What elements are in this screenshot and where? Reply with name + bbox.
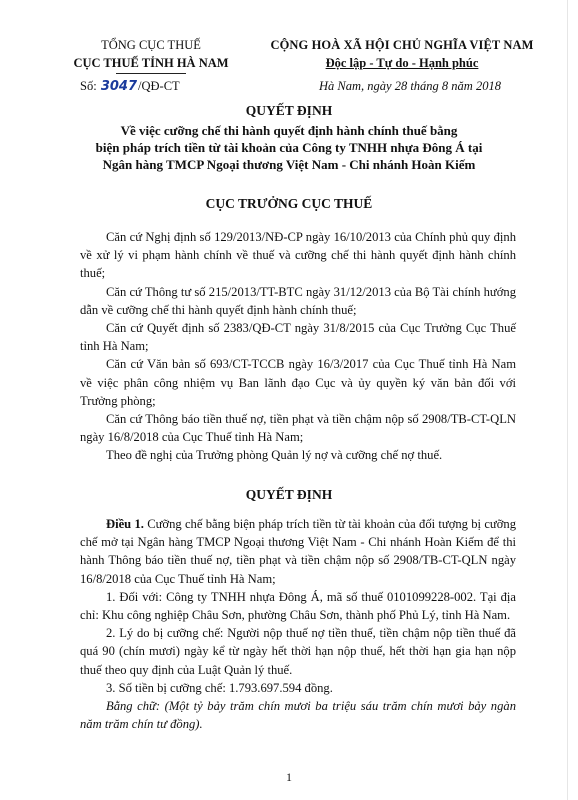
article-1 (80, 515, 516, 733)
preamble-paragraph: Căn cứ Nghị định số 129/2013/NĐ-CP ngày 16/10/2013 của Chính phủ quy định về xử lý vi phạm hành chính về thuế và cưỡng chế thi hành quyết định hành chính thuế; (80, 230, 516, 281)
preamble-paragraph: Căn cứ Quyết định số 2383/QĐ-CT ngày 31/8/2015 của Cục Trưởng Cục Thuế tỉnh Hà Nam; (80, 321, 516, 354)
subject-line-2: biện pháp trích tiền từ tài khoản của Công ty TNHH nhựa Đông Á tại (95, 140, 483, 155)
agency-name: CỤC THUẾ TỈNH HÀ NAM (73, 56, 229, 70)
document-number (66, 77, 236, 96)
decision-subject (30, 122, 548, 173)
scan-edge (567, 0, 568, 800)
issuing-agency-block (66, 36, 236, 96)
nation-title: CỘNG HOÀ XÃ HỘI CHỦ NGHĨA VIỆT NAM (270, 38, 534, 52)
article-item: 1. Đối với: Công ty TNHH nhựa Đông Á, mã số thuế 0101099228-002. Tại địa chỉ: Khu công nghiệp Châu Sơn, phường Châu Sơn, thành phố Phủ Lý, tỉnh Hà Nam. (80, 589, 516, 623)
subject-line-1: Về việc cưỡng chế thi hành quyết định hành chính thuế bằng (120, 123, 458, 138)
agency-underline (116, 73, 186, 74)
decision-title: QUYẾT ĐỊNH (245, 103, 333, 118)
article-text: Cưỡng chế bằng biện pháp trích tiền từ tài khoản của đối tượng bị cưỡng chế mở tại Ngân hàng TMCP Ngoại thương Việt Nam - Chi nhánh Hoàn Kiếm để thi hành Thông báo tiền thuế nợ, tiền phạt và tiền chậm nộp số 2908/TB-CT-QLN ngày 16/8/2018 của Cục Thuế tỉnh Hà Nam; (80, 517, 517, 586)
preamble-paragraph: Căn cứ Văn bản số 693/CT-TCCB ngày 16/3/2017 của Cục Thuế tỉnh Hà Nam về việc phân công nhiệm vụ Ban lãnh đạo Cục và ủy quyền ký văn bản đối với Trưởng phòng; (80, 357, 516, 408)
article-item: 2. Lý do bị cưỡng chế: Người nộp thuế nợ tiền thuế, tiền chậm nộp tiền thuế đã quá 90 (chín mươi) ngày kể từ ngày hết thời hạn nộp thuế, hết thời hạn gia hạn nộp thuế theo quy định của Luật Quản lý thuế. (80, 626, 516, 677)
place-date: Hà Nam, ngày 28 tháng 8 năm 2018 (319, 79, 501, 93)
preamble-paragraph: Căn cứ Thông báo tiền thuế nợ, tiền phạt và tiền chậm nộp số 2908/TB-CT-QLN ngày 16/8/2018 của Cục Thuế tỉnh Hà Nam; (80, 412, 516, 445)
subject-line-3: Ngân hàng TMCP Ngoại thương Việt Nam - Chi nhánh Hoàn Kiếm (102, 157, 476, 172)
parent-agency: TỔNG CỤC THUẾ (101, 38, 201, 52)
preamble-paragraph: Căn cứ Thông tư số 215/2013/TT-BTC ngày 31/12/2013 của Bộ Tài chính hướng dẫn về cưỡng chế thi hành quyết định hành chính thuế; (80, 284, 516, 317)
article-item: 3. Số tiền bị cưỡng chế: 1.793.697.594 đồng. (106, 680, 333, 695)
handwritten-number: 3047 (100, 79, 137, 94)
article-label: Điều 1. (106, 517, 144, 531)
decision-heading: QUYẾT ĐỊNH (245, 487, 333, 502)
national-motto: Độc lập - Tự do - Hạnh phúc (325, 56, 479, 70)
page-number: 1 (286, 770, 292, 784)
national-header-block (252, 36, 552, 95)
article-1-intro (80, 515, 516, 588)
issuer-title: CỤC TRƯỞNG CỤC THUẾ (205, 196, 373, 211)
amount-in-words: Bằng chữ: (Một tỷ bảy trăm chín mươi ba triệu sáu trăm chín mươi bảy ngàn năm trăm chín tư đồng). (80, 699, 516, 732)
number-prefix: Số: (80, 79, 97, 93)
preamble-paragraph: Theo đề nghị của Trưởng phòng Quản lý nợ và cưỡng chế nợ thuế. (106, 448, 443, 463)
preamble (80, 228, 516, 465)
number-suffix: /QĐ-CT (138, 79, 180, 93)
